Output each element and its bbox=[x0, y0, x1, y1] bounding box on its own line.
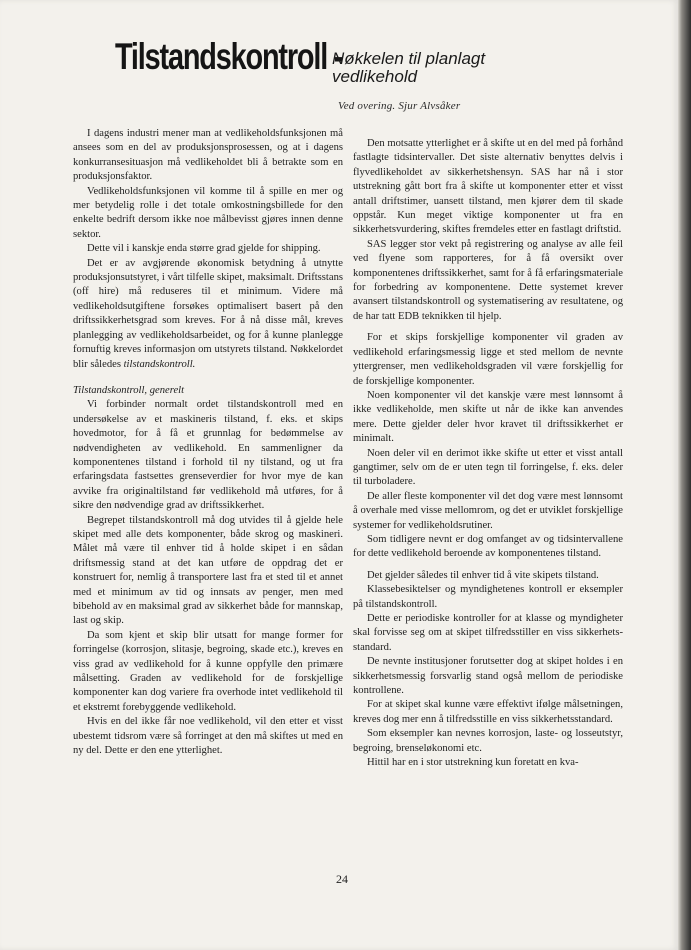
paragraph: Noen komponenter vil det kanskje være mest lønnsomt å ikke vedlikeholde, men skifte ut når de ikke kan anvendes mere. Dette gjelder deler hvor kravet til driftssikkerhet er minimalt. bbox=[353, 389, 623, 445]
paragraph: Vi forbinder normalt ordet tilstandskontroll med en undersøkelse av et maskineris tilstand, f. eks. et skips hovedmotor, for å få et grunnlag for bedømmelse av nødvendigheten av vedlikehold. En sammenligner da komponentenes tilstand i forhold til ny tilstand, og ut fra erfaringsdata fastsettes grenseverdier for hvor mye de kan avvike fra originaltilstand før vedlikehold må utføres, for å sikre den nødvendige grad av driftssikkerhet. bbox=[73, 399, 343, 512]
right-column bbox=[353, 137, 623, 770]
subtitle-line-1: Nøkkelen til planlagt bbox=[332, 49, 486, 68]
paragraph: Hittil har en i stor utstrekning kun foretatt en kva- bbox=[367, 757, 579, 769]
paragraph: For et skips forskjellige komponenter vil graden av vedlikehold erfaringsmessig ligge et sted mellom de nevnte yttergrenser, men vedlikeholdsgraden vil være forskjellig for de forskjellige komponenter. bbox=[353, 332, 623, 387]
paragraph: SAS legger stor vekt på registrering og analyse av alle feil ved flyene som rapporteres, for å få oversikt over komponentenes driftssikkerhet, samt for å få erfaringsmateriale for forbedring av komponentene. Dette systemet krever avansert tilstandskontroll og systematisering av resultatene, og de har tatt EDB teknikken til hjelp. bbox=[353, 238, 623, 322]
paragraph: De aller fleste komponenter vil det dog være mest lønnsomt å overhale med visse mellomrom, og det er utviklet forskjellige systemer for vedlikeholdsrutiner. bbox=[353, 490, 623, 531]
paragraph: Noen deler vil en derimot ikke skifte ut etter et visst antall gangtimer, selv om de er uten tegn til forringelse, f. eks. deler til turboladere. bbox=[353, 447, 623, 488]
author-byline: Ved overing. Sjur Alvsåker bbox=[338, 100, 461, 112]
paragraph bbox=[73, 257, 343, 372]
paragraph-text: Det er av avgjørende økonomisk betydning å utnytte produksjonsutstyret, i vårt tilfelle skipet, maksimalt. Driftsstans (off hire) må reduseres til et minimum. Videre må vedlikeholdsutgiftene forsøkes optimalisert basert på den driftssikkerhetsgrad som kreves. For å nå disse mål, kreves planlegging av vedlikeholdsarbeidet, og for å kunne planlegge fornuftig kreves informasjon om utstyrets tilstand. Nøkkelordet blir således bbox=[73, 257, 343, 370]
paragraph: Det gjelder således til enhver tid å vite skipets tilstand. bbox=[367, 569, 599, 581]
page-edge-shadow bbox=[678, 0, 691, 950]
paragraph: Den motsatte ytterlighet er å skifte ut en del med på forhånd fastlagte tidsintervaller. Det siste alternativ benyttes delvis i flyvedlikeholdet av sikkerhetshensyn. SAS har nå i stor utstrekning gått bort fra å skifte ut komponenter etter et visst antall driftstimer, uansett tilstand, men kjører dem til skade oppstår. Kun meget viktige komponenter ut fra en sikkerhetsvurdering, skiftes fremdeles etter en fastlagt driftstid. bbox=[353, 138, 623, 236]
subtitle-line-2: vedlikehold bbox=[332, 67, 418, 86]
title-main: Tilstandskontroll - bbox=[115, 36, 343, 77]
page-number: 24 bbox=[336, 872, 348, 886]
section-heading: Tilstandskontroll, generelt bbox=[73, 384, 185, 396]
paragraph: Dette vil i kanskje enda større grad gjelde for shipping. bbox=[87, 243, 321, 255]
paragraph: I dagens industri mener man at vedlikeholdsfunksjonen må ansees som en del av produksjonsprosessen, og at i dagens konkurransesituasjon må vedlikeholdet bli å betrakte som en produksjonsfaktor. bbox=[73, 128, 343, 183]
left-column bbox=[73, 127, 343, 758]
paragraph: Vedlikeholdsfunksjonen vil komme til å spille en mer og mer betydelig rolle i det totale omkostningsbillede for den enkelte bedrift dersom ikke noe målbevisst gjøres innen denne sektor. bbox=[73, 185, 343, 240]
paragraph: For at skipet skal kunne være effektivt ifølge målsetningen, kreves dog mer enn å tilfredsstille en viss sikkerhetsstandard. bbox=[353, 699, 623, 725]
paragraph: Begrepet tilstandskontroll må dog utvides til å gjelde hele skipet med alle dets komponenter, både skrog og maskineri. Målet må være til enhver tid å holde skipet i en sådan driftsmessig stand at det kan utføre de oppdrag det er konstruert for, nemlig å transportere last fra et sted til et annet med et minimum av tid og innsats av penger, men med bibehold av en maksimal grad av sikkerhet både for mannskap, last og skip. bbox=[73, 514, 343, 627]
paragraph: Som tidligere nevnt er dog omfanget av og tidsintervallene for dette vedlikehold beroende av komponentenes tilstand. bbox=[353, 533, 623, 560]
paragraph: De nevnte institusjoner forutsetter dog at skipet holdes i en sikkerhetsmessig forsvarlig stand også mellom de periodiske kontrollene. bbox=[353, 656, 623, 697]
emphasis-term: tilstandskontroll. bbox=[123, 358, 196, 370]
paragraph: Dette er periodiske kontroller for at klasse og myndigheter skal forvisse seg om at skipet tilfredsstiller en viss sikkerhets-standard. bbox=[353, 613, 623, 653]
paragraph: Klassebesiktelser og myndighetenes kontroll er eksempler på tilstandskontroll. bbox=[353, 584, 623, 610]
paragraph: Hvis en del ikke får noe vedlikehold, vil den etter et visst ubestemt tidsrom være så forringet at den må skiftes ut med en ny del. Dette er den ene ytterlighet. bbox=[73, 716, 343, 757]
paragraph: Da som kjent et skip blir utsatt for mange former for forringelse (korrosjon, slitasje, begroing, skade etc.), kreves en viss grad av vedlikehold for å kunne oppfylle den primære målsetting. Graden av vedlikehold for de forskjellige komponenter kan dog variere fra overhode intet vedlikehold til et ekstremt forebyggende vedlikehold. bbox=[73, 629, 343, 713]
title-subtitle bbox=[332, 50, 485, 86]
paragraph: Som eksempler kan nevnes korrosjon, laste- og losseutstyr, begroing, brenseløkonomi etc. bbox=[353, 728, 623, 754]
